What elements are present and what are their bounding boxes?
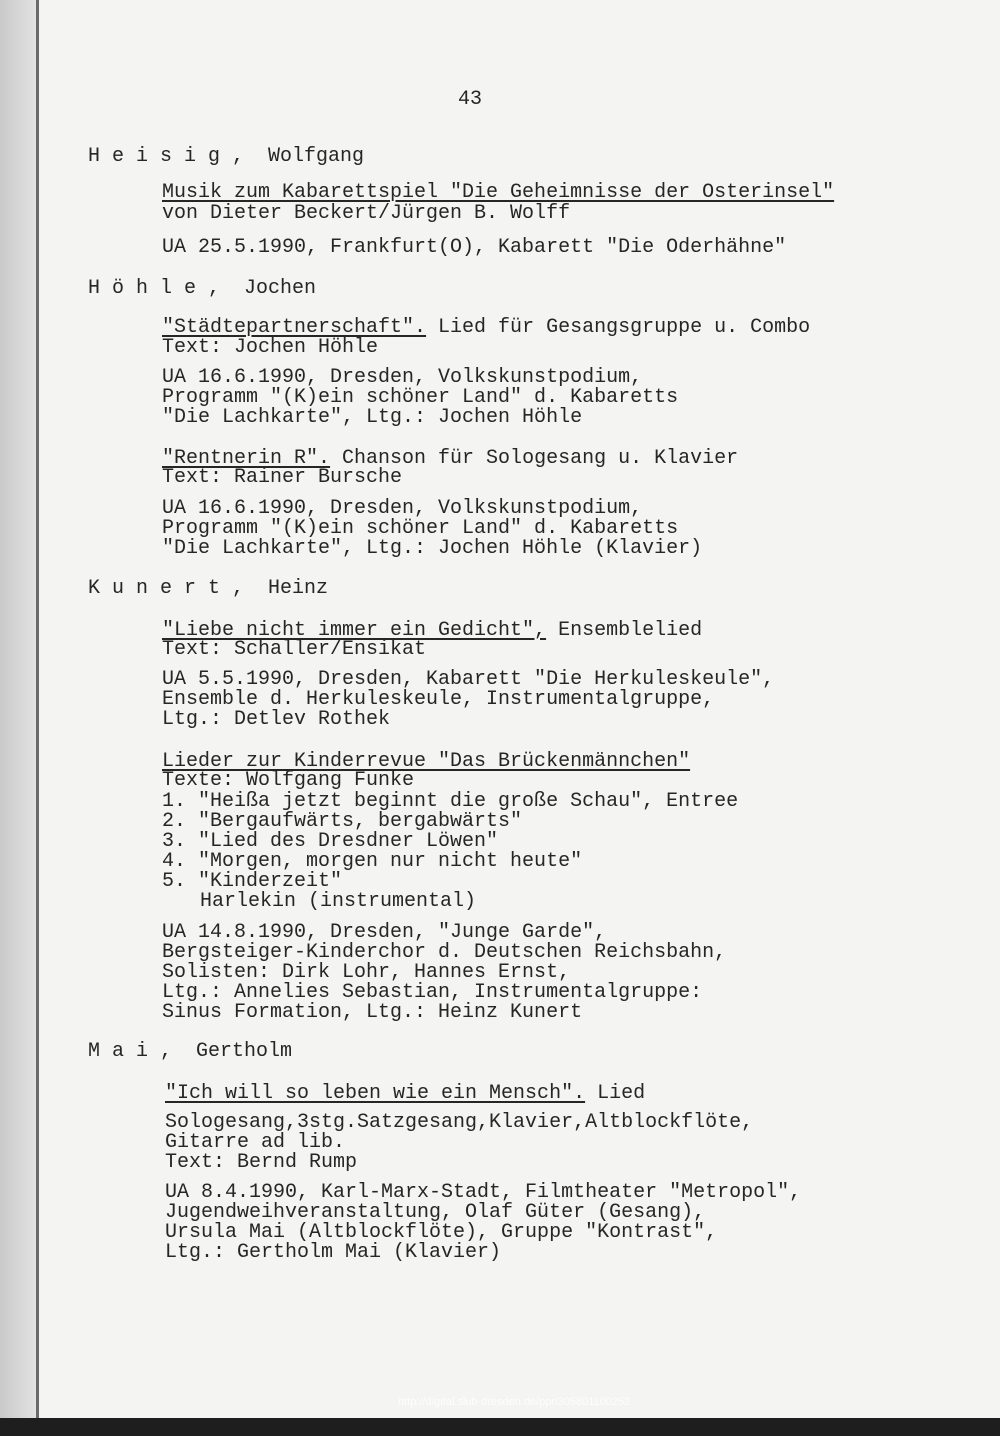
work-line: Text: Jochen Höhle <box>162 336 379 359</box>
song-list-item: 4. "Morgen, morgen nur nicht heute" <box>162 850 583 873</box>
work-title-rest: Lied für Gesangsgruppe u. Combo <box>426 316 811 339</box>
work-title-rest: Chanson für Sologesang u. Klavier <box>330 447 739 470</box>
work-title-underlined: "Ich will so leben wie ein Mensch". <box>165 1082 586 1105</box>
song-list-item: Harlekin (instrumental) <box>200 890 477 913</box>
scan-bottom-edge <box>0 1418 1000 1436</box>
work-line: Text: Schaller/Ensikat <box>162 638 427 661</box>
premiere-line: Sinus Formation, Ltg.: Heinz Kunert <box>162 1001 583 1024</box>
premiere-line: UA 5.5.1990, Dresden, Kabarett "Die Herkuleskeule", <box>162 668 775 691</box>
composer-name: M a i , Gertholm <box>88 1040 293 1063</box>
work-title <box>165 1083 645 1105</box>
premiere-line: UA 16.6.1990, Dresden, Volkskunstpodium, <box>162 366 643 389</box>
page-number: 43 <box>458 88 483 111</box>
page-border <box>36 0 39 1436</box>
premiere-line: Ltg.: Detlev Rothek <box>162 708 391 731</box>
watermark-url: http://digital.slub-dresden.de/ppn305801100252 <box>398 1396 631 1408</box>
song-list-item: 5. "Kinderzeit" <box>162 870 343 893</box>
premiere-line: "Die Lachkarte", Ltg.: Jochen Höhle <box>162 406 583 429</box>
scan-edge <box>0 0 36 1436</box>
premiere-line: Programm "(K)ein schöner Land" d. Kabaretts <box>162 517 679 540</box>
work-line: Sologesang,3stg.Satzgesang,Klavier,Altblockflöte, <box>165 1111 754 1134</box>
work-title-rest: Lied <box>585 1082 646 1105</box>
composer-name: K u n e r t , Heinz <box>88 577 329 600</box>
song-list-item: 1. "Heißa jetzt beginnt die große Schau", Entree <box>162 790 739 813</box>
work-line: Texte: Wolfgang Funke <box>162 769 415 792</box>
premiere-line: UA 16.6.1990, Dresden, Volkskunstpodium, <box>162 497 643 520</box>
work-title-underlined: "Liebe nicht immer ein Gedicht", <box>162 619 547 642</box>
premiere-line: Ltg.: Annelies Sebastian, Instrumentalgruppe: <box>162 981 703 1004</box>
work-line: von Dieter Beckert/Jürgen B. Wolff <box>162 202 571 225</box>
song-list-item: 2. "Bergaufwärts, bergabwärts" <box>162 810 523 833</box>
premiere-line: Jugendweihveranstaltung, Olaf Güter (Gesang), <box>165 1201 706 1224</box>
premiere-line: "Die Lachkarte", Ltg.: Jochen Höhle (Klavier) <box>162 537 703 560</box>
premiere-line: Solisten: Dirk Lohr, Hannes Ernst, <box>162 961 571 984</box>
premiere-line: Ensemble d. Herkuleskeule, Instrumentalgruppe, <box>162 688 715 711</box>
premiere-line: Programm "(K)ein schöner Land" d. Kabaretts <box>162 386 679 409</box>
work-title-underlined: Lieder zur Kinderrevue "Das Brückenmännchen" <box>162 750 691 773</box>
work-title-underlined: Musik zum Kabarettspiel "Die Geheimnisse der Osterinsel" <box>162 181 835 204</box>
work-line: Text: Rainer Bursche <box>162 466 403 489</box>
work-title-rest: Ensemblelied <box>546 619 703 642</box>
premiere-line: Bergsteiger-Kinderchor d. Deutschen Reichsbahn, <box>162 941 727 964</box>
work-title-underlined: "Rentnerin R". <box>162 447 331 470</box>
work-title <box>162 182 834 204</box>
premiere-line: UA 8.4.1990, Karl-Marx-Stadt, Filmtheater "Metropol", <box>165 1181 802 1204</box>
work-title-underlined: "Städtepartnerschaft". <box>162 316 427 339</box>
composer-name: H ö h l e , Jochen <box>88 277 317 300</box>
premiere-line: Ursula Mai (Altblockflöte), Gruppe "Kontrast", <box>165 1221 718 1244</box>
premiere-line: Ltg.: Gertholm Mai (Klavier) <box>165 1241 502 1264</box>
song-list-item: 3. "Lied des Dresdner Löwen" <box>162 830 499 853</box>
work-line: Gitarre ad lib. <box>165 1131 346 1154</box>
premiere-line: UA 25.5.1990, Frankfurt(O), Kabarett "Die Oderhähne" <box>162 236 787 259</box>
composer-name: H e i s i g , Wolfgang <box>88 145 365 168</box>
work-line: Text: Bernd Rump <box>165 1151 358 1174</box>
premiere-line: UA 14.8.1990, Dresden, "Junge Garde", <box>162 921 607 944</box>
